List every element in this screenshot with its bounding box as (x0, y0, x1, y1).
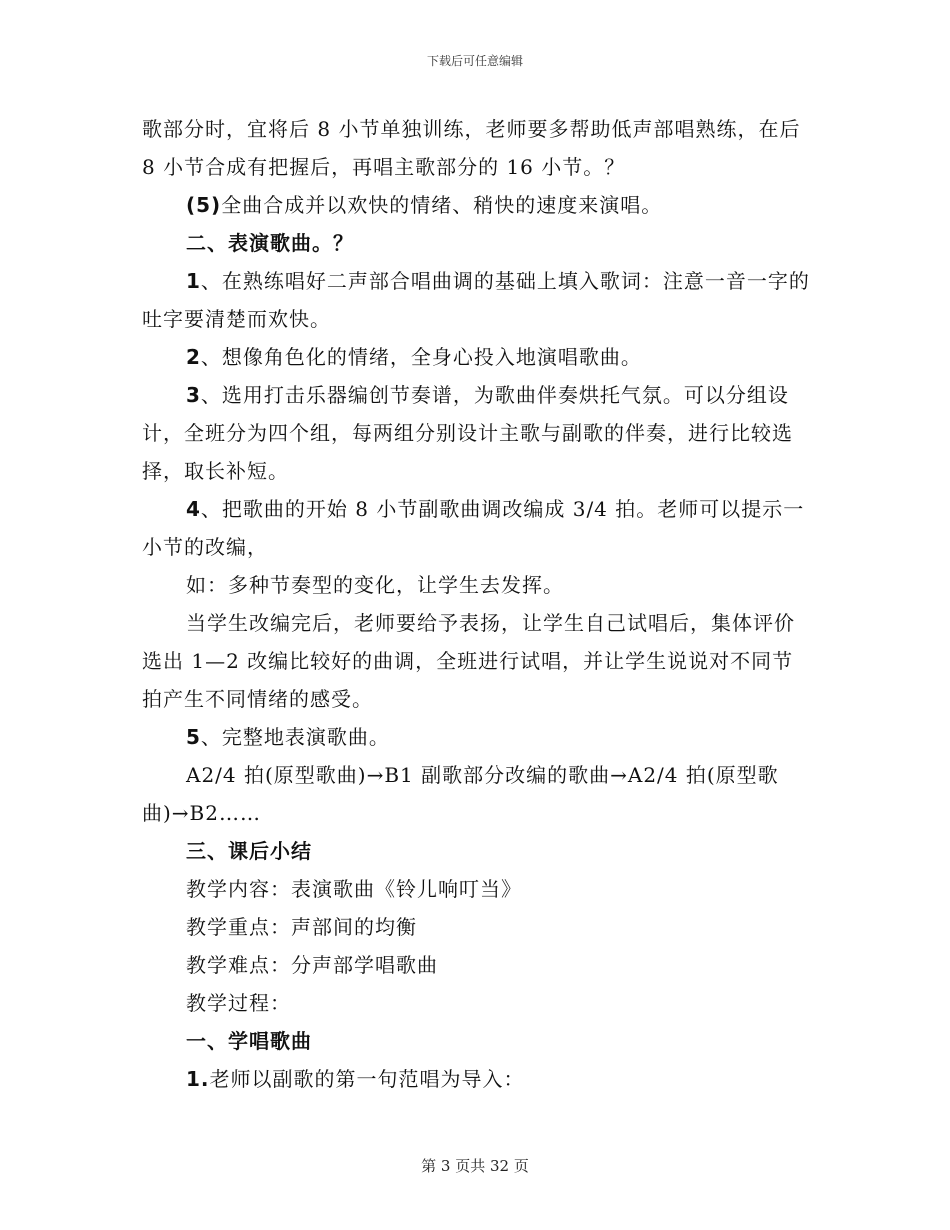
paragraph: 教学内容：表演歌曲《铃儿响叮当》 (186, 877, 522, 901)
paragraph (142, 338, 810, 376)
page-header: 下载后可任意编辑 (426, 54, 523, 68)
paragraph (142, 718, 810, 756)
paragraph: 当学生改编完后，老师要给予表扬，让学生自己试唱后，集体评价选出 1—2 改编比较好的曲调，全班进行试唱，并让学生说说对不同节拍产生不同情绪的感受。 (142, 611, 795, 711)
section-heading: 三、课后小结 (186, 839, 312, 863)
item-number: (5) (186, 193, 222, 217)
paragraph: A2/4 拍(原型歌曲)→B1 副歌部分改编的歌曲→A2/4 拍(原型歌曲)→B2…… (142, 763, 779, 825)
paragraph: 如：多种节奏型的变化，让学生去发挥。 (186, 573, 564, 597)
paragraph-text: 全曲合成并以欢快的情绪、稍快的速度来演唱。 (221, 193, 663, 217)
section-heading: 二、表演歌曲。？ (186, 231, 354, 255)
paragraph: 教学过程： (186, 991, 291, 1015)
section-heading: 一、学唱歌曲 (186, 1029, 312, 1053)
paragraph (142, 262, 810, 338)
item-number: 1. (186, 1067, 210, 1091)
paragraph-text: 、想像角色化的情绪，全身心投入地演唱歌曲。 (200, 345, 642, 369)
paragraph-text: 、在熟练唱好二声部合唱曲调的基础上填入歌词：注意一音一字的吐字要清楚而欢快。 (142, 269, 810, 331)
paragraph: 教学重点：声部间的均衡 (186, 915, 417, 939)
paragraph-text: 、完整地表演歌曲。 (200, 725, 390, 749)
paragraph-text: 老师以副歌的第一句范唱为导入： (209, 1067, 525, 1091)
item-number: 3 (186, 383, 201, 407)
paragraph (142, 376, 810, 490)
paragraph (142, 490, 810, 566)
paragraph: 歌部分时，宜将后 8 小节单独训练，老师要多帮助低声部唱熟练，在后 8 小节合成有把握后，再唱主歌部分的 16 小节。？ (142, 117, 801, 179)
paragraph: 教学难点：分声部学唱歌曲 (186, 953, 438, 977)
item-number: 4 (186, 497, 201, 521)
paragraph (142, 186, 810, 224)
page-footer: 第 3 页共 32 页 (421, 1157, 529, 1175)
paragraph-text: 、选用打击乐器编创节奏谱，为歌曲伴奏烘托气氛。可以分组设计，全班分为四个组，每两组分别设计主歌与副歌的伴奏，进行比较选择，取长补短。 (142, 383, 793, 483)
paragraph (142, 1060, 810, 1098)
item-number: 2 (186, 345, 201, 369)
document-body (142, 110, 810, 1098)
item-number: 1 (186, 269, 201, 293)
paragraph-text: 、把歌曲的开始 8 小节副歌曲调改编成 3/4 拍。老师可以提示一小节的改编， (142, 497, 805, 559)
item-number: 5 (186, 725, 201, 749)
